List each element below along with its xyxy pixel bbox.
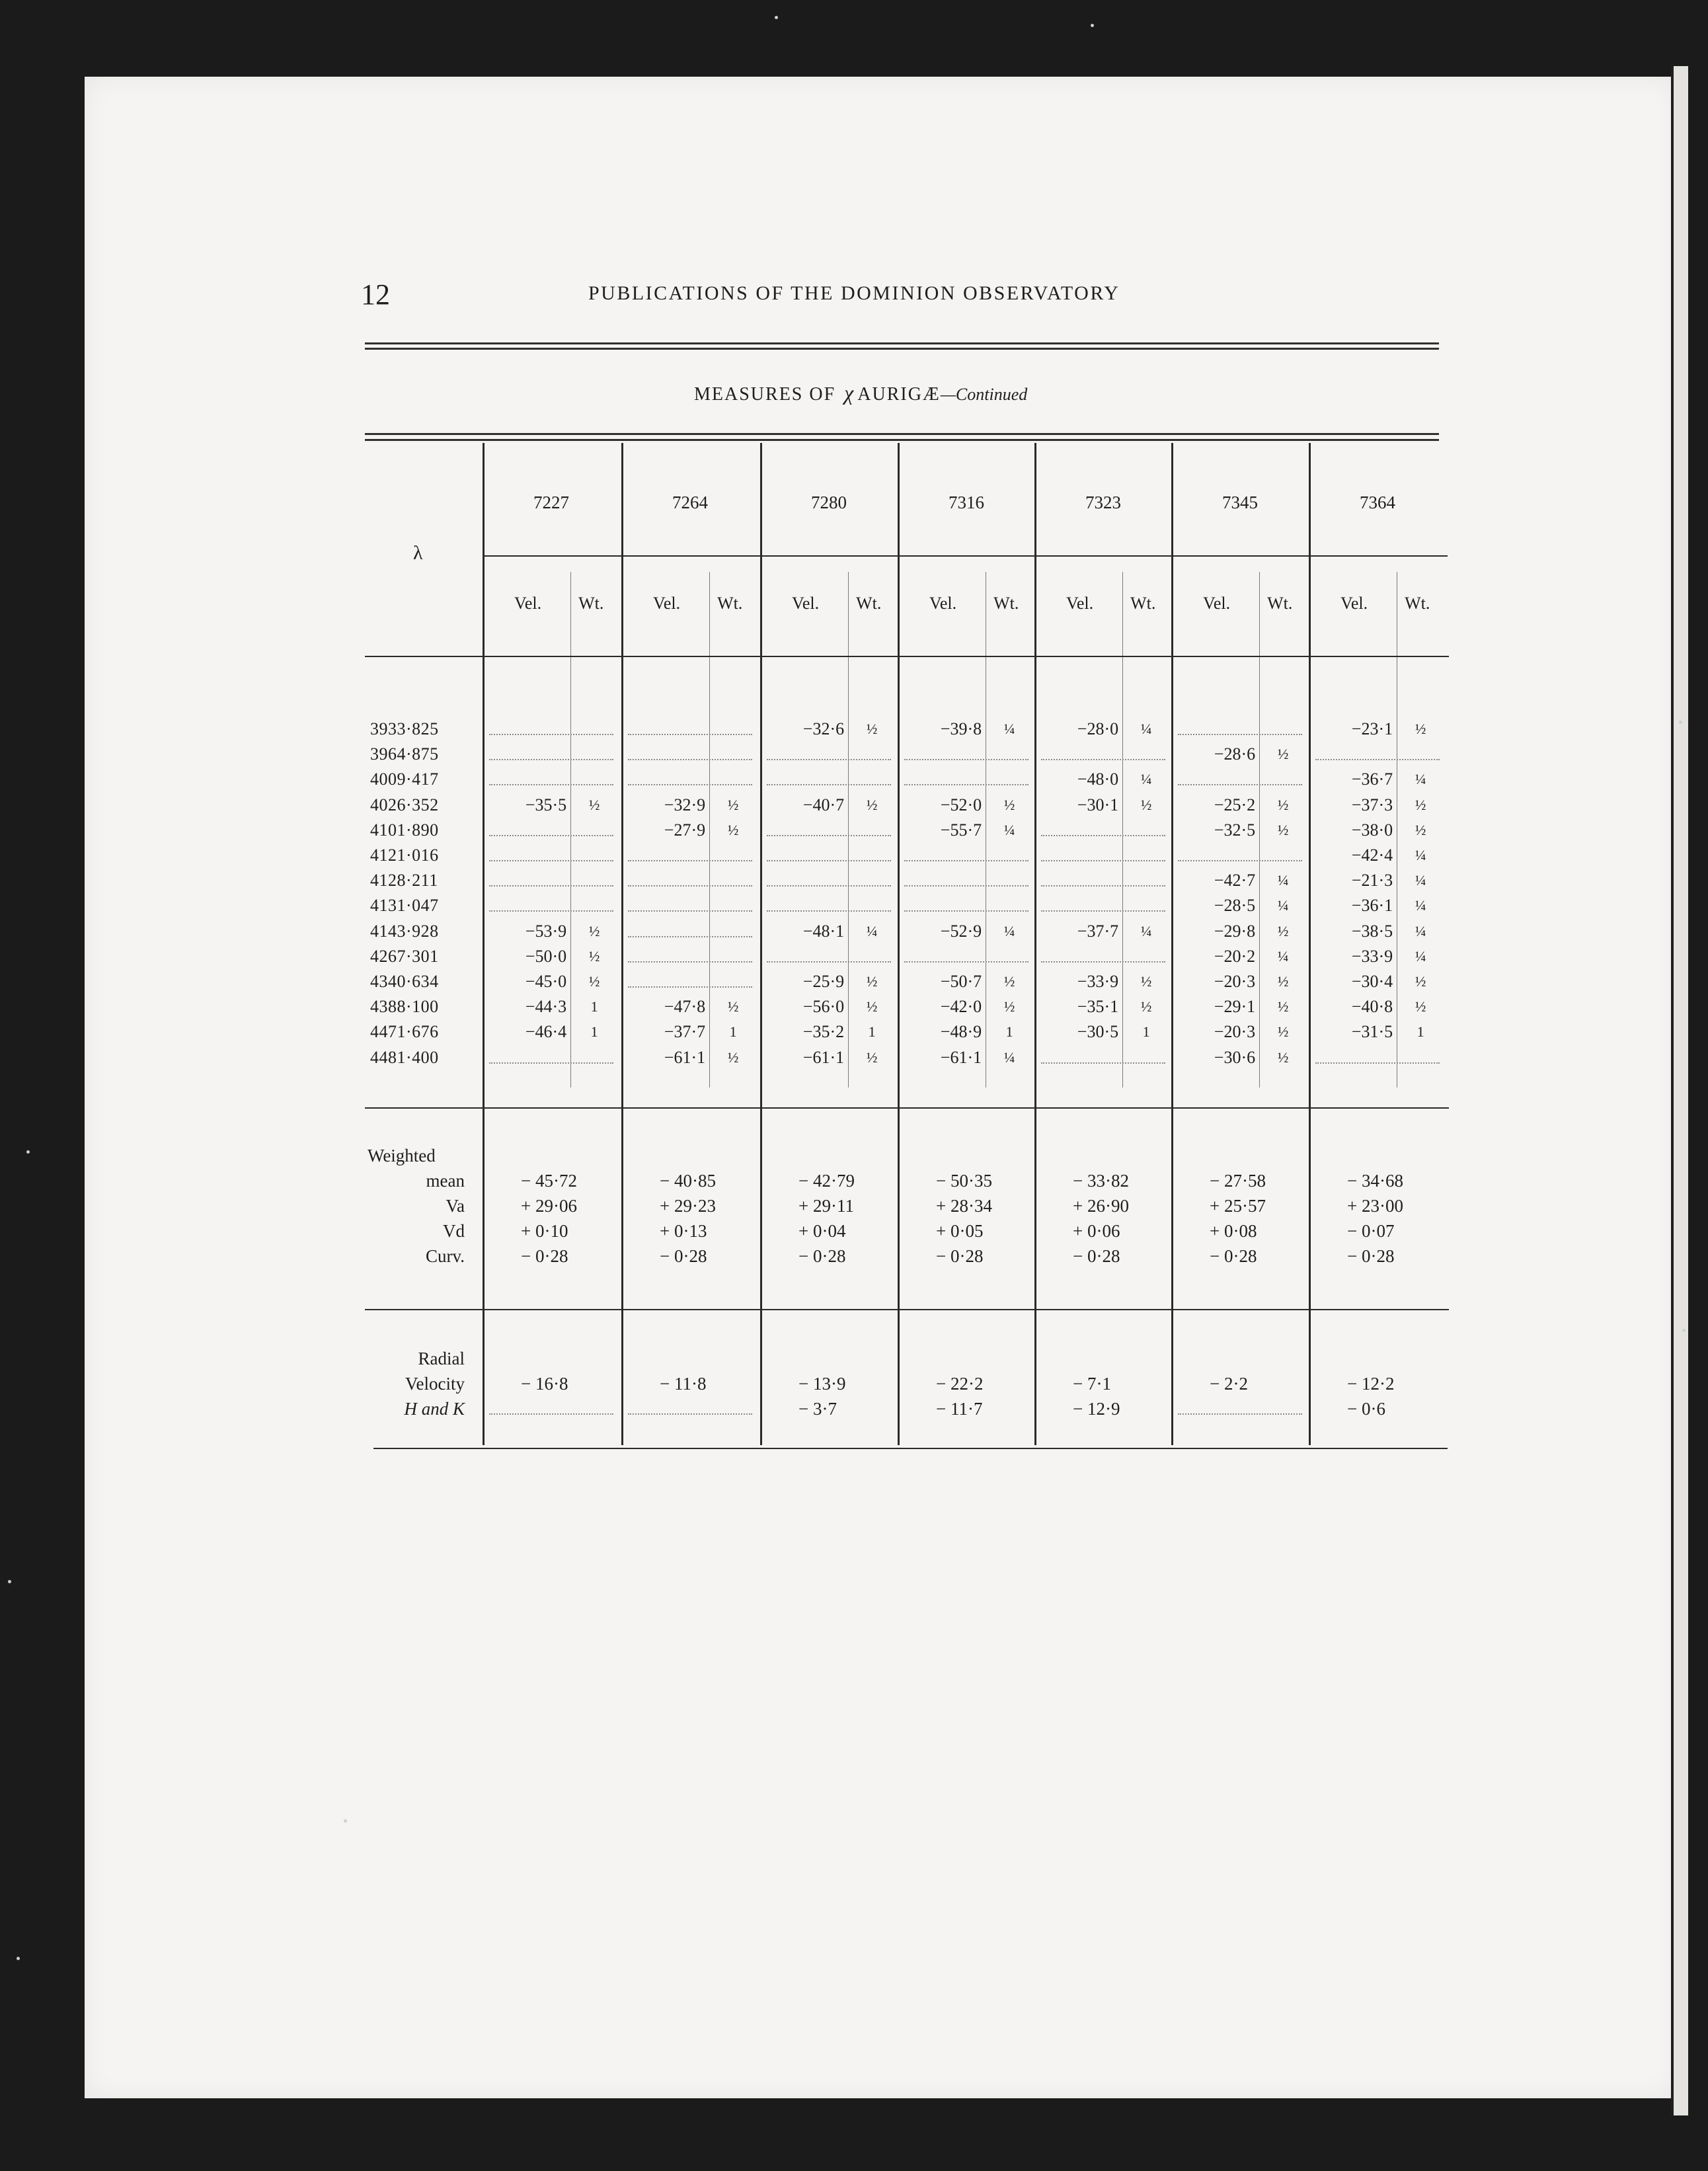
velocity-value: −35·1 bbox=[1077, 997, 1119, 1017]
plate-number: 7323 bbox=[1085, 493, 1121, 512]
velocity-value: −42·4 bbox=[1351, 846, 1393, 865]
plate-number: 7316 bbox=[949, 493, 984, 512]
h-and-k-value: − 3·7 bbox=[798, 1399, 837, 1419]
velocity-value: −55·7 bbox=[940, 820, 982, 840]
column-divider bbox=[1034, 443, 1036, 1445]
leader-dots bbox=[904, 961, 1029, 964]
leader-dots bbox=[628, 986, 752, 989]
h-and-k-value: − 12·9 bbox=[1073, 1399, 1120, 1419]
weight-value: ½ bbox=[1277, 973, 1289, 990]
velocity-value: −48·9 bbox=[940, 1022, 982, 1042]
vd-label: Vd bbox=[443, 1221, 465, 1241]
weight-value: ¼ bbox=[1277, 947, 1289, 965]
curv-value: − 0·28 bbox=[936, 1246, 984, 1266]
vd-value: + 0·13 bbox=[660, 1221, 707, 1241]
wt-header: Wt. bbox=[856, 594, 882, 613]
weight-value: ½ bbox=[588, 922, 600, 939]
curv-value: − 0·28 bbox=[1073, 1246, 1120, 1266]
column-divider bbox=[1171, 443, 1173, 1445]
velocity-value: −32·5 bbox=[1214, 820, 1256, 840]
leader-dots bbox=[628, 910, 752, 913]
h-and-k-value: − 0·6 bbox=[1347, 1399, 1385, 1419]
mean-value: − 33·82 bbox=[1073, 1171, 1129, 1191]
velocity-value: −30·6 bbox=[1214, 1047, 1256, 1067]
weight-value: ¼ bbox=[1415, 771, 1426, 788]
weight-value: ½ bbox=[588, 796, 600, 813]
wt-header: Wt. bbox=[717, 594, 743, 613]
wavelength-label: 4009·417 bbox=[370, 770, 439, 789]
leader-dots bbox=[1178, 734, 1302, 736]
leader-dots bbox=[1178, 784, 1302, 787]
radial-velocity-value: − 13·9 bbox=[798, 1374, 846, 1394]
table-rule bbox=[483, 555, 1448, 557]
column-divider bbox=[760, 443, 762, 1445]
weight-value: ½ bbox=[1140, 796, 1152, 813]
leader-dots bbox=[1178, 860, 1302, 863]
leader-dots bbox=[1041, 885, 1165, 888]
curv-value: − 0·28 bbox=[660, 1246, 707, 1266]
wavelength-label: 4388·100 bbox=[370, 997, 439, 1017]
caption-symbol: χ bbox=[844, 381, 855, 405]
vel-header: Vel. bbox=[929, 594, 957, 613]
mean-value: − 42·79 bbox=[798, 1171, 855, 1191]
wt-header: Wt. bbox=[993, 594, 1019, 613]
weight-value: ½ bbox=[1003, 998, 1015, 1015]
weight-value: 1 bbox=[729, 1023, 737, 1041]
leader-dots bbox=[904, 910, 1029, 913]
velocity-value: −42·0 bbox=[940, 997, 982, 1017]
velocity-value: −47·8 bbox=[664, 997, 706, 1017]
curv-value: − 0·28 bbox=[521, 1246, 568, 1266]
vel-header: Vel. bbox=[514, 594, 542, 613]
vd-value: + 0·08 bbox=[1210, 1221, 1257, 1241]
dust-speck bbox=[775, 16, 778, 19]
velocity-value: −36·1 bbox=[1351, 896, 1393, 916]
header-rule bbox=[365, 348, 1439, 350]
table-rule bbox=[365, 656, 1449, 657]
h-and-k-value: − 11·7 bbox=[936, 1399, 983, 1419]
vel-header: Vel. bbox=[1066, 594, 1094, 613]
leader-dots bbox=[1041, 860, 1165, 863]
weight-value: ½ bbox=[1277, 821, 1289, 838]
radial-velocity-value: − 2·2 bbox=[1210, 1374, 1248, 1394]
velocity-value: −35·5 bbox=[525, 795, 567, 814]
caption-lead: MEASURES OF bbox=[694, 384, 836, 405]
dust-speck bbox=[26, 1150, 30, 1154]
wavelength-label: 4121·016 bbox=[370, 846, 439, 865]
radial-velocity-value: − 22·2 bbox=[936, 1374, 984, 1394]
velocity-value: −25·2 bbox=[1214, 795, 1256, 814]
velocity-value: −48·1 bbox=[802, 921, 845, 941]
column-divider bbox=[483, 443, 485, 1445]
velocity-value: −35·2 bbox=[802, 1022, 845, 1042]
column-divider bbox=[898, 443, 900, 1445]
leader-dots bbox=[904, 885, 1029, 888]
radial-velocity-value: − 7·1 bbox=[1073, 1374, 1111, 1394]
wavelength-label: 3933·825 bbox=[370, 719, 439, 738]
leader-dots bbox=[1041, 961, 1165, 964]
leader-dots bbox=[628, 759, 752, 762]
column-divider bbox=[1309, 443, 1311, 1445]
leader-dots bbox=[904, 759, 1029, 762]
velocity-value: −32·9 bbox=[664, 795, 706, 814]
vel-wt-divider bbox=[709, 572, 710, 1087]
weight-value: ½ bbox=[727, 1048, 739, 1066]
leader-dots bbox=[628, 961, 752, 964]
dust-speck bbox=[344, 1819, 347, 1823]
velocity-value: −33·9 bbox=[1077, 972, 1119, 991]
page-number: 12 bbox=[361, 278, 390, 311]
mean-value: − 34·68 bbox=[1347, 1171, 1403, 1191]
vel-wt-divider bbox=[1259, 572, 1260, 1087]
weight-value: ½ bbox=[866, 1048, 878, 1066]
vd-value: − 0·07 bbox=[1347, 1221, 1395, 1241]
weight-value: ½ bbox=[866, 998, 878, 1015]
va-value: + 29·11 bbox=[798, 1196, 854, 1216]
weight-value: ¼ bbox=[1415, 847, 1426, 863]
leader-dots bbox=[767, 835, 891, 838]
wavelength-label: 4101·890 bbox=[370, 820, 439, 840]
velocity-value: −23·1 bbox=[1351, 719, 1393, 738]
velocity-value: −25·9 bbox=[802, 972, 845, 991]
vel-header: Vel. bbox=[1203, 594, 1231, 613]
caption-continued: —Continued bbox=[940, 385, 1028, 404]
velocity-value: −36·7 bbox=[1351, 770, 1393, 789]
wavelength-label: 4143·928 bbox=[370, 921, 439, 941]
leader-dots bbox=[1041, 1062, 1165, 1065]
velocity-value: −21·3 bbox=[1351, 871, 1393, 890]
velocity-value: −48·0 bbox=[1077, 770, 1119, 789]
leader-dots bbox=[1041, 835, 1165, 838]
dust-speck bbox=[1091, 24, 1094, 27]
va-label: Va bbox=[446, 1196, 465, 1216]
weighted-label: Weighted bbox=[368, 1146, 436, 1165]
velocity-value: −37·3 bbox=[1351, 795, 1393, 814]
weight-value: ½ bbox=[1415, 821, 1426, 838]
wavelength-label: 4128·211 bbox=[370, 871, 438, 890]
va-value: + 29·06 bbox=[521, 1196, 577, 1216]
radial-velocity-value: − 16·8 bbox=[521, 1374, 568, 1394]
weight-value: ½ bbox=[1277, 746, 1289, 763]
weight-value: ¼ bbox=[1415, 897, 1426, 914]
velocity-value: −30·4 bbox=[1351, 972, 1393, 991]
wt-header: Wt. bbox=[1405, 594, 1430, 613]
vd-value: + 0·06 bbox=[1073, 1221, 1120, 1241]
plate-number: 7280 bbox=[811, 493, 847, 512]
h-and-k-label: H and K bbox=[404, 1399, 465, 1419]
velocity-value: −37·7 bbox=[664, 1022, 706, 1042]
velocity-value: −44·3 bbox=[525, 997, 567, 1017]
wavelength-label: 3964·875 bbox=[370, 744, 439, 764]
velocity-value: −40·8 bbox=[1351, 997, 1393, 1017]
weight-value: ¼ bbox=[1003, 922, 1015, 939]
weight-value: ½ bbox=[1277, 1023, 1289, 1041]
column-divider bbox=[621, 443, 623, 1445]
wavelength-label: 4471·676 bbox=[370, 1022, 439, 1042]
velocity-value: −52·0 bbox=[940, 795, 982, 814]
curv-value: − 0·28 bbox=[1347, 1246, 1395, 1266]
plate-number: 7264 bbox=[672, 493, 708, 512]
va-value: + 25·57 bbox=[1210, 1196, 1266, 1216]
velocity-value: −45·0 bbox=[525, 972, 567, 991]
velocity-value: −38·0 bbox=[1351, 820, 1393, 840]
leader-dots bbox=[1178, 1413, 1302, 1416]
va-value: + 26·90 bbox=[1073, 1196, 1129, 1216]
velocity-value: −28·6 bbox=[1214, 744, 1256, 764]
weight-value: ½ bbox=[588, 947, 600, 965]
wt-header: Wt. bbox=[1267, 594, 1293, 613]
leader-dots bbox=[489, 1062, 613, 1065]
velocity-value: −53·9 bbox=[525, 921, 567, 941]
vd-value: + 0·04 bbox=[798, 1221, 846, 1241]
leader-dots bbox=[767, 860, 891, 863]
weight-value: ½ bbox=[588, 973, 600, 990]
wavelength-label: 4481·400 bbox=[370, 1047, 439, 1067]
dust-speck bbox=[8, 1580, 11, 1583]
leader-dots bbox=[767, 759, 891, 762]
weight-value: ½ bbox=[1003, 796, 1015, 813]
velocity-value: −42·7 bbox=[1214, 871, 1256, 890]
weight-value: ½ bbox=[727, 998, 739, 1015]
weight-value: ¼ bbox=[1003, 821, 1015, 838]
table-caption bbox=[694, 381, 1027, 405]
vel-header: Vel. bbox=[1340, 594, 1368, 613]
leader-dots bbox=[1041, 759, 1165, 762]
vel-wt-divider bbox=[1122, 572, 1123, 1087]
velocity-value: −28·0 bbox=[1077, 719, 1119, 738]
wt-header: Wt. bbox=[578, 594, 604, 613]
dust-speck bbox=[1682, 1329, 1686, 1332]
weight-value: ½ bbox=[1140, 973, 1152, 990]
dust-speck bbox=[1679, 721, 1682, 724]
radial-velocity-value: − 12·2 bbox=[1347, 1374, 1395, 1394]
velocity-value: −30·1 bbox=[1077, 795, 1119, 814]
weight-value: ½ bbox=[1415, 973, 1426, 990]
mean-label: mean bbox=[426, 1171, 465, 1191]
velocity-value: −56·0 bbox=[802, 997, 845, 1017]
velocity-value: −39·8 bbox=[940, 719, 982, 738]
weight-value: ½ bbox=[1140, 998, 1152, 1015]
weight-value: ¼ bbox=[1415, 922, 1426, 939]
leader-dots bbox=[489, 784, 613, 787]
table-rule bbox=[373, 1448, 1448, 1449]
velocity-value: −61·1 bbox=[940, 1047, 982, 1067]
velocity-value: −31·5 bbox=[1351, 1022, 1393, 1042]
leader-dots bbox=[489, 885, 613, 888]
curv-value: − 0·28 bbox=[798, 1246, 846, 1266]
weight-value: ½ bbox=[866, 796, 878, 813]
leader-dots bbox=[904, 860, 1029, 863]
weight-value: ½ bbox=[866, 973, 878, 990]
weight-value: ½ bbox=[1277, 796, 1289, 813]
leader-dots bbox=[1315, 759, 1440, 762]
wt-header: Wt. bbox=[1130, 594, 1156, 613]
weight-value: ½ bbox=[1003, 973, 1015, 990]
header-rule bbox=[365, 342, 1439, 344]
vel-header: Vel. bbox=[792, 594, 820, 613]
weight-value: ½ bbox=[1415, 998, 1426, 1015]
leader-dots bbox=[628, 860, 752, 863]
table-rule bbox=[365, 1107, 1449, 1109]
leader-dots bbox=[489, 910, 613, 913]
velocity-label: Velocity bbox=[405, 1374, 465, 1394]
va-value: + 23·00 bbox=[1347, 1196, 1403, 1216]
leader-dots bbox=[628, 936, 752, 939]
velocity-value: −50·0 bbox=[525, 946, 567, 966]
vel-wt-divider bbox=[570, 572, 571, 1087]
weight-value: ¼ bbox=[1140, 721, 1152, 737]
velocity-value: −52·9 bbox=[940, 921, 982, 941]
weight-value: ½ bbox=[1277, 998, 1289, 1015]
dust-speck bbox=[17, 1957, 20, 1960]
velocity-value: −33·9 bbox=[1351, 946, 1393, 966]
plate-number: 7227 bbox=[533, 493, 569, 512]
wavelength-label: 4131·047 bbox=[370, 896, 439, 916]
leader-dots bbox=[767, 961, 891, 964]
velocity-value: −50·7 bbox=[940, 972, 982, 991]
vel-header: Vel. bbox=[653, 594, 681, 613]
plate-number: 7345 bbox=[1222, 493, 1258, 512]
mean-value: − 40·85 bbox=[660, 1171, 716, 1191]
velocity-value: −32·6 bbox=[802, 719, 845, 738]
plate-number: 7364 bbox=[1360, 493, 1395, 512]
vd-value: + 0·05 bbox=[936, 1221, 984, 1241]
weight-value: ½ bbox=[1277, 922, 1289, 939]
weight-value: 1 bbox=[1142, 1023, 1150, 1041]
leader-dots bbox=[628, 1413, 752, 1416]
radial-velocity-value: − 11·8 bbox=[660, 1374, 707, 1394]
weight-value: 1 bbox=[590, 998, 598, 1015]
velocity-value: −61·1 bbox=[664, 1047, 706, 1067]
leader-dots bbox=[628, 734, 752, 736]
running-title: PUBLICATIONS OF THE DOMINION OBSERVATORY bbox=[588, 282, 1120, 304]
curv-value: − 0·28 bbox=[1210, 1246, 1257, 1266]
leader-dots bbox=[767, 910, 891, 913]
table-top-rule bbox=[365, 439, 1439, 441]
weight-value: ¼ bbox=[1277, 872, 1289, 889]
weight-value: ¼ bbox=[866, 922, 878, 939]
weight-value: 1 bbox=[590, 1023, 598, 1041]
weight-value: ½ bbox=[727, 821, 739, 838]
leader-dots bbox=[1041, 910, 1165, 913]
caption-star: AURIGÆ bbox=[857, 384, 941, 405]
mean-value: − 45·72 bbox=[521, 1171, 577, 1191]
mean-value: − 50·35 bbox=[936, 1171, 992, 1191]
weight-value: ½ bbox=[1277, 1048, 1289, 1066]
leader-dots bbox=[489, 734, 613, 736]
leader-dots bbox=[489, 835, 613, 838]
velocity-value: −29·1 bbox=[1214, 997, 1256, 1017]
leader-dots bbox=[489, 1413, 613, 1416]
velocity-value: −20·2 bbox=[1214, 946, 1256, 966]
va-value: + 29·23 bbox=[660, 1196, 716, 1216]
velocity-value: −29·8 bbox=[1214, 921, 1256, 941]
wavelength-label: 4340·634 bbox=[370, 972, 439, 991]
radial-label: Radial bbox=[418, 1349, 465, 1368]
va-value: + 28·34 bbox=[936, 1196, 992, 1216]
weight-value: ¼ bbox=[1003, 1048, 1015, 1066]
weight-value: ½ bbox=[1415, 796, 1426, 813]
weight-value: ½ bbox=[1415, 721, 1426, 737]
mean-value: − 27·58 bbox=[1210, 1171, 1266, 1191]
weight-value: ¼ bbox=[1415, 872, 1426, 889]
vd-value: + 0·10 bbox=[521, 1221, 568, 1241]
vel-wt-divider bbox=[848, 572, 849, 1087]
page-sheet bbox=[85, 77, 1678, 2098]
weight-value: ¼ bbox=[1415, 947, 1426, 965]
velocity-value: −40·7 bbox=[802, 795, 845, 814]
velocity-value: −20·3 bbox=[1214, 1022, 1256, 1042]
velocity-value: −30·5 bbox=[1077, 1022, 1119, 1042]
weight-value: ¼ bbox=[1277, 897, 1289, 914]
velocity-value: −38·5 bbox=[1351, 921, 1393, 941]
curv-label: Curv. bbox=[426, 1246, 465, 1266]
weight-value: ¼ bbox=[1140, 771, 1152, 788]
wavelength-label: 4026·352 bbox=[370, 795, 439, 814]
lambda-header: λ bbox=[413, 542, 423, 564]
velocity-value: −27·9 bbox=[664, 820, 706, 840]
weight-value: 1 bbox=[868, 1023, 876, 1041]
wavelength-label: 4267·301 bbox=[370, 946, 439, 966]
velocity-value: −28·5 bbox=[1214, 896, 1256, 916]
table-top-rule bbox=[365, 433, 1439, 435]
leader-dots bbox=[489, 759, 613, 762]
leader-dots bbox=[904, 784, 1029, 787]
leader-dots bbox=[1315, 1062, 1440, 1065]
leader-dots bbox=[489, 860, 613, 863]
leader-dots bbox=[767, 784, 891, 787]
weight-value: ½ bbox=[727, 796, 739, 813]
weight-value: 1 bbox=[1005, 1023, 1013, 1041]
leader-dots bbox=[767, 885, 891, 888]
weight-value: ¼ bbox=[1003, 721, 1015, 737]
weight-value: 1 bbox=[1417, 1023, 1424, 1041]
velocity-value: −61·1 bbox=[802, 1047, 845, 1067]
velocity-value: −37·7 bbox=[1077, 921, 1119, 941]
velocity-value: −20·3 bbox=[1214, 972, 1256, 991]
velocity-value: −46·4 bbox=[525, 1022, 567, 1042]
leader-dots bbox=[628, 885, 752, 888]
weight-value: ¼ bbox=[1140, 922, 1152, 939]
weight-value: ½ bbox=[866, 721, 878, 737]
leader-dots bbox=[628, 784, 752, 787]
page-edge bbox=[1671, 66, 1688, 2115]
table-rule bbox=[365, 1309, 1449, 1310]
